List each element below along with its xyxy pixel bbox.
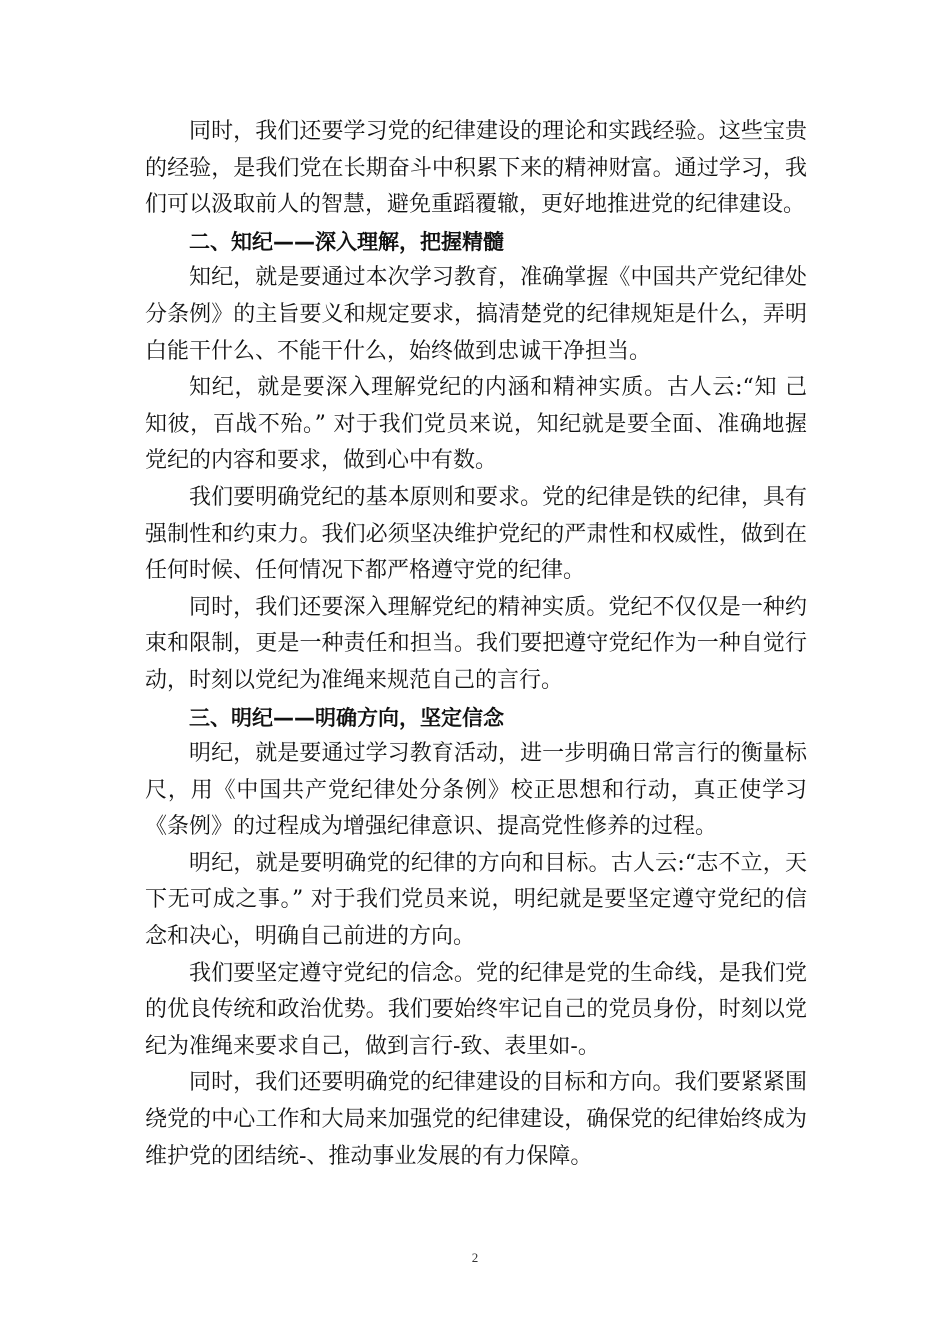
paragraph-8: 我们要坚定遵守党纪的信念。党的纪律是党的生命线，是我们党的优良传统和政治优势。我们要始终牢记自己的党员身份，时刻以党纪为准绳来要求自己，做到言行-致、表里如-。 (145, 960, 807, 1059)
section-heading-2: 二、知纪——深入理解，把握精髓 (189, 229, 504, 254)
paragraph-1: 同时，我们还要学习党的纪律建设的理论和实践经验。这些宝贵的经验，是我们党在长期奋斗中积累下来的精神财富。通过学习，我们可以汲取前人的智慧，避免重蹈覆辙，更好地推进党的纪律建设。 (145, 119, 807, 218)
paragraph-7: 明纪，就是要明确党的纪律的方向和目标。古人云:“志不立，天下无可成之事。” 对于我们党员来说，明纪就是要坚定遵守党纪的信念和决心，明确自己前进的方向。 (145, 850, 807, 950)
paragraph-9: 同时，我们还要明确党的纪律建设的目标和方向。我们要紧紧围绕党的中心工作和大局来加强党的纪律建设，确保党的纪律始终成为维护党的团结统-、推动事业发展的有力保障。 (145, 1070, 807, 1169)
paragraph-3: 知纪，就是要深入理解党纪的内涵和精神实质。古人云:“知 己知彼，百战不殆。” 对于我们党员来说，知纪就是要全面、准确地握党纪的内容和要求，做到心中有数。 (145, 375, 807, 474)
paragraph-5: 同时，我们还要深入理解党纪的精神实质。党纪不仅仅是一种约束和限制，更是一种责任和担当。我们要把遵守党纪作为一种自觉行动，时刻以党纪为准绳来规范自己的言行。 (145, 594, 807, 693)
paragraph-4: 我们要明确党纪的基本原则和要求。党的纪律是铁的纪律，具有强制性和约束力。我们必须坚决维护党纪的严肃性和权威性，做到在任何时候、任何情况下都严格遵守党的纪律。 (145, 484, 807, 584)
page-number: 2 (471, 1250, 479, 1265)
document-page (145, 114, 807, 1175)
paragraph-2: 知纪，就是要通过本次学习教育，准确掌握《中国共产党纪律处分条例》的主旨要义和规定要求，搞清楚党的纪律规矩是什么，弄明白能干什么、不能干什么，始终做到忠诚干净担当。 (145, 265, 807, 364)
paragraph-6: 明纪，就是要通过学习教育活动，进一步明确日常言行的衡量标尺，用《中国共产党纪律处分条例》校正思想和行动，真正使学习《条例》的过程成为增强纪律意识、提高党性修养的过程。 (145, 741, 807, 840)
section-heading-3: 三、明纪——明确方向，坚定信念 (189, 705, 504, 730)
